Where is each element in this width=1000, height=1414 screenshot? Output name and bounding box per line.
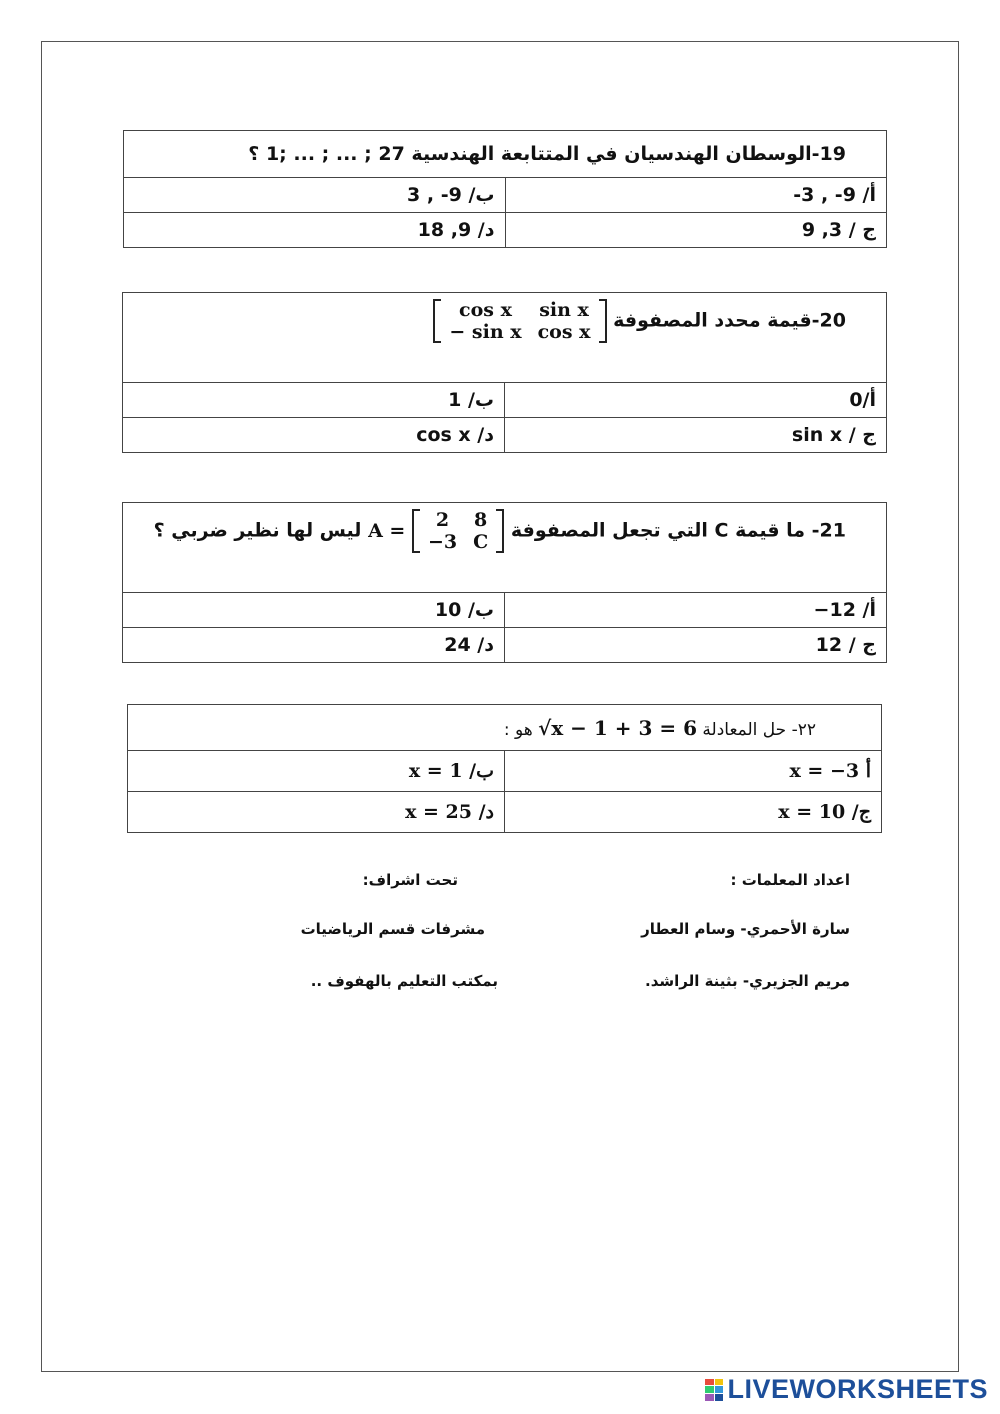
question-19-stem: 19-الوسطان الهندسيان في المتتابعة الهندسية 27 ; ... ; ... ;1 ؟ xyxy=(124,131,887,178)
question-20-option-b[interactable]: ب/ 1 xyxy=(123,383,505,418)
question-22-option-a[interactable]: أ x = −3 xyxy=(505,751,882,792)
question-19-option-a[interactable]: أ/ 9- , 3- xyxy=(505,178,887,213)
matrix-cell: 8 xyxy=(474,509,488,531)
question-21 xyxy=(122,502,887,663)
teachers-line-2: مريم الجزيري- بثينة الراشد. xyxy=(645,972,850,990)
question-22-stem-cell xyxy=(128,705,882,751)
prepared-by-label: اعداد المعلمات : xyxy=(730,871,850,889)
supervisors-line-2: بمكتب التعليم بالهفوف .. xyxy=(310,972,498,990)
brand-name: LIVEWORKSHEETS xyxy=(727,1374,988,1404)
question-21-option-c[interactable]: ج / 12 xyxy=(505,628,887,663)
question-20 xyxy=(122,292,887,453)
question-22-option-b[interactable]: ب/ x = 1 xyxy=(128,751,505,792)
question-20-option-d[interactable]: د/ cos x xyxy=(123,418,505,453)
question-22-equation: √x − 1 + 3 = 6 xyxy=(538,715,698,740)
question-20-option-a[interactable]: أ/0 xyxy=(505,383,887,418)
matrix-cell: C xyxy=(473,531,489,553)
matrix-cell: cos x xyxy=(459,299,512,321)
question-19-option-b[interactable]: ب/ 9- , 3 xyxy=(124,178,506,213)
question-22-option-c[interactable]: ج/ x = 10 xyxy=(505,792,882,833)
matrix-cell: −3 xyxy=(427,531,458,553)
question-20-stem-cell xyxy=(123,293,887,383)
question-19 xyxy=(123,130,887,248)
matrix-cell: sin x xyxy=(539,299,589,321)
matrix-cell: cos x xyxy=(537,321,591,343)
matrix-cell: − sin x xyxy=(449,321,522,343)
question-21-option-b[interactable]: ب/ 10 xyxy=(123,593,505,628)
supervision-label: تحت اشراف: xyxy=(362,871,458,889)
question-19-option-c[interactable]: ج / 3, 9 xyxy=(505,213,887,248)
question-20-option-c[interactable]: ج / sin x xyxy=(505,418,887,453)
question-20-stem: 20-قيمة محدد المصفوفة xyxy=(613,309,846,332)
question-21-stem-end: ليس لها نظير ضربي ؟ xyxy=(153,519,362,542)
question-22-stem-end: هو : xyxy=(503,719,533,740)
question-19-option-d[interactable]: د/ 9, 18 xyxy=(124,213,506,248)
liveworksheets-logo[interactable] xyxy=(705,1374,988,1405)
question-22-option-d[interactable]: د/ x = 25 xyxy=(128,792,505,833)
teachers-line-1: سارة الأحمري- وسام العطار xyxy=(641,920,850,938)
supervisors-line-1: مشرفات قسم الرياضيات xyxy=(300,920,485,938)
liveworksheets-icon xyxy=(705,1379,723,1401)
question-21-matrix xyxy=(412,509,504,553)
matrix-cell: 2 xyxy=(435,509,450,531)
question-22 xyxy=(127,704,882,833)
question-20-matrix xyxy=(433,299,606,343)
question-21-option-d[interactable]: د/ 24 xyxy=(123,628,505,663)
question-21-option-a[interactable]: أ/ 12− xyxy=(505,593,887,628)
question-21-stem-cell xyxy=(123,503,887,593)
question-21-stem-start: 21- ما قيمة C التي تجعل المصفوفة xyxy=(510,519,846,542)
question-21-matrix-label: A = xyxy=(368,519,406,542)
question-22-stem-start: ٢٢- حل المعادلة xyxy=(702,719,816,740)
